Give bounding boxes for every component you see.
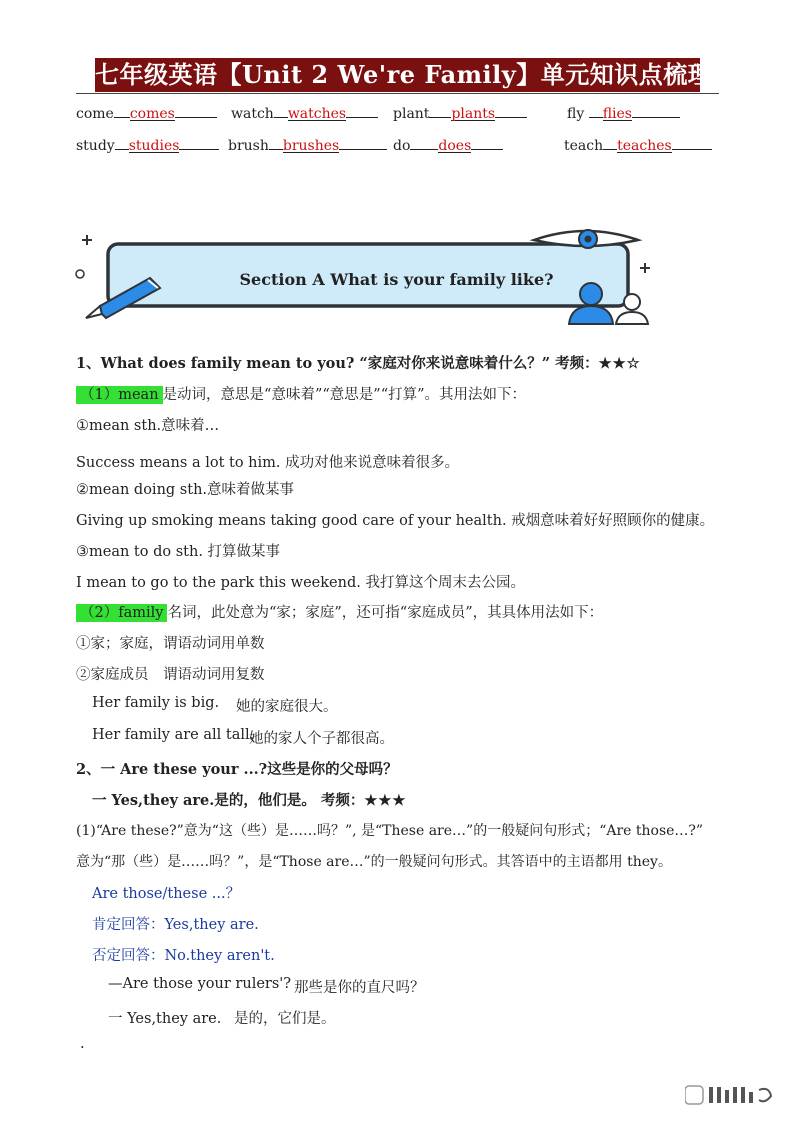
paragraph-line: (1)“Are these?”意为“这（些）是……吗？”, 是“These are…”的一般疑问句形式；“Are those…?” (76, 823, 704, 839)
note-family: （2）family 名词，此处意为“家；家庭”，还可指“家庭成员”，其具体用法如下： (76, 601, 603, 622)
verb-form-item: come comes (76, 103, 217, 122)
paragraph-line: 意为“那（些）是……吗？”，是“Those are…”的一般疑问句形式。其答语中的主语都用 they。 (76, 854, 672, 870)
highlight-tag: （2）family (76, 604, 167, 622)
verb-form-item: watch watches (231, 103, 378, 122)
question-1-heading: 1、What does family mean to you? “家庭对你来说意味着什么？” 考频：★★☆ (76, 355, 641, 372)
section-heading: Section A What is your family like? (239, 270, 554, 289)
verb-form-item: do does (393, 135, 503, 154)
stray-dot: . (80, 1036, 85, 1052)
highlight-tag: （1）mean (76, 386, 163, 404)
usage-line: ②家庭成员 谓语动词用复数 (76, 667, 265, 683)
example-line: Giving up smoking means taking good care of your health. 戒烟意味着好好照顾你的健康。 (76, 513, 715, 529)
title-rule (76, 93, 719, 94)
usage-line: ③mean to do sth. 打算做某事 (76, 544, 281, 560)
dialogue-en: 一 Yes,they are. (108, 1011, 222, 1027)
example-line: Success means a lot to him. 成功对他来说意味着很多。 (76, 455, 460, 471)
difficulty-stars: ★★★ (364, 792, 407, 809)
usage-line: ①mean sth.意味着… (76, 418, 220, 434)
example-line: I mean to go to the park this weekend. 我打算这个周末去公园。 (76, 575, 525, 591)
watermark-logo (685, 1084, 775, 1106)
question-2-heading: 2、一 Are these your ...?这些是你的父母吗？ (76, 761, 398, 778)
difficulty-stars: ★★☆ (598, 355, 641, 372)
pattern-line: Are those/these ...？ (92, 886, 241, 902)
verb-form-item: study studies (76, 135, 219, 154)
negative-answer: 否定回答：No.they aren't. (92, 948, 275, 964)
verb-form-item: plant plants (393, 103, 527, 122)
question-2-answer: 一 Yes,they are.是的，他们是。 考频：★★★ (92, 792, 407, 809)
usage-line: ①家；家庭，谓语动词用单数 (76, 636, 265, 652)
positive-answer: 肯定回答：Yes,they are. (92, 917, 259, 933)
example-cn: 她的家庭很大。 (236, 699, 338, 715)
verb-form-item: fly flies (567, 103, 680, 122)
verb-form-item: brush brushes (228, 135, 387, 154)
usage-line: ②mean doing sth.意味着做某事 (76, 482, 295, 498)
note-mean: （1）mean 是动词，意思是“意味着”“意思是”“打算”。其用法如下： (76, 383, 526, 404)
dialogue-en: —Are those your rulers'? (108, 976, 292, 992)
dialogue-cn: 那些是你的直尺吗？ (294, 980, 425, 996)
example-cn: 她的家人个子都很高。 (249, 731, 394, 747)
page-title: 七年级英语【Unit 2 We're Family】单元知识点梳理 (95, 58, 700, 92)
dialogue-cn: 是的，它们是。 (234, 1011, 336, 1027)
example-en: Her family are all tall. (92, 727, 255, 743)
verb-form-item: teach teaches (564, 135, 712, 154)
example-en: Her family is big. (92, 695, 220, 711)
